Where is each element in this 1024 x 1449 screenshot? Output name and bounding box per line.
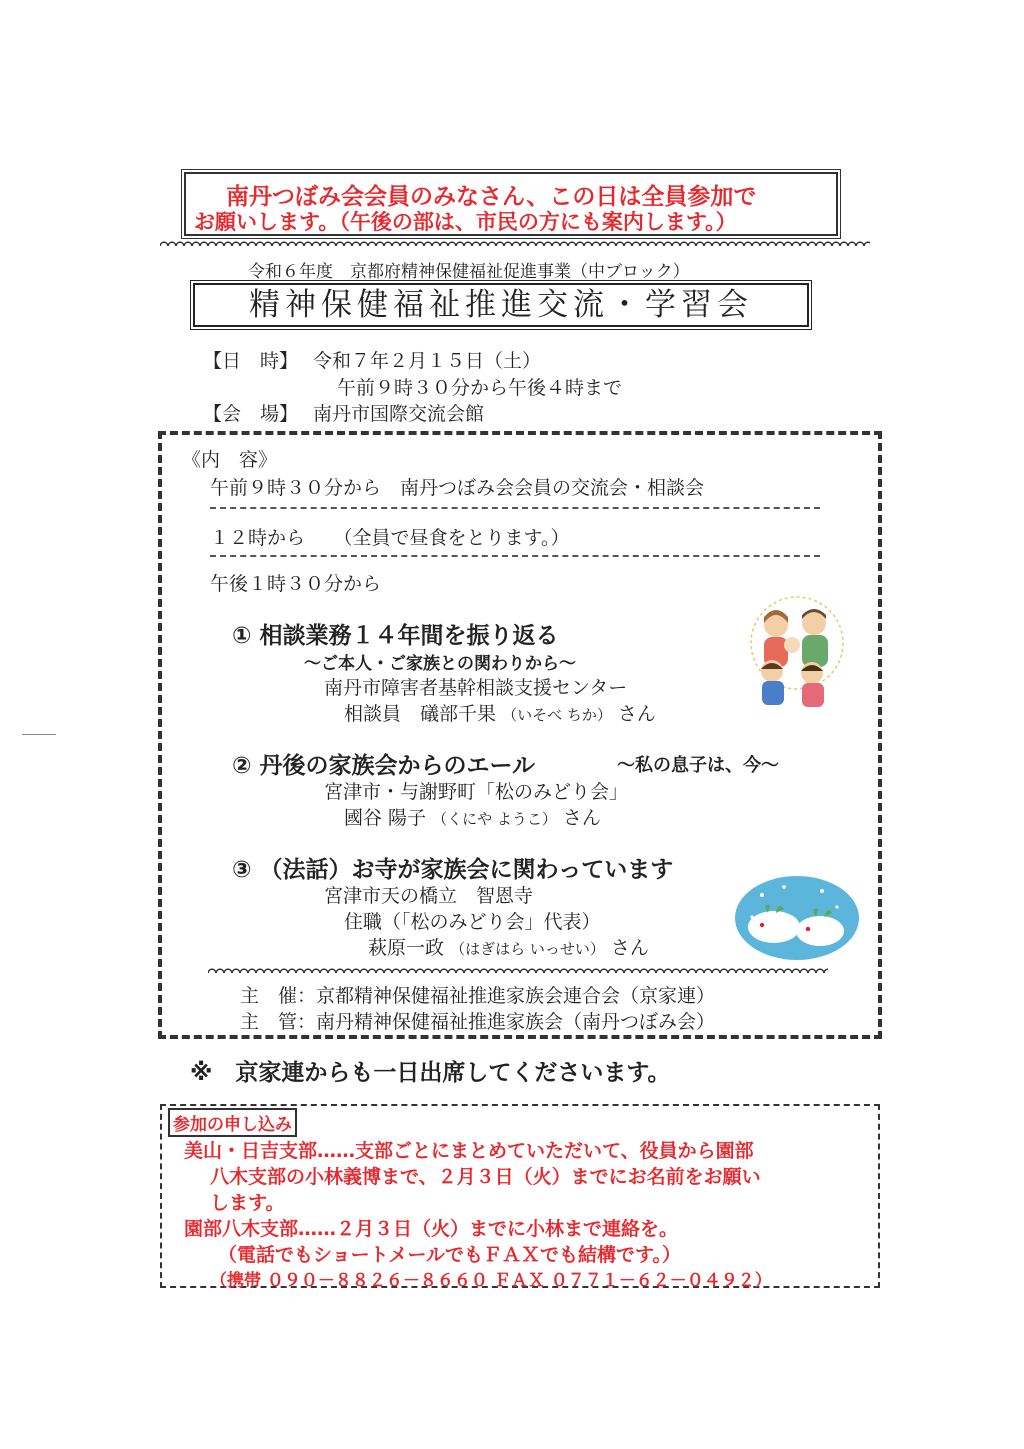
speaker-reading: （くにや ようこ） [432, 810, 557, 828]
application-box [160, 1104, 880, 1291]
dotted-divider [210, 507, 820, 509]
talk3-org: 宮津市天の橋立 智恩寺 [324, 885, 534, 907]
morning-session: 午前９時３０分から 南丹つぼみ会会員の交流会・相談会 [210, 477, 705, 499]
talk1-title: ① 相談業務１４年間を振り返る [232, 623, 559, 649]
dotted-divider [210, 555, 820, 557]
speaker-suffix: さん [610, 937, 649, 959]
family-illustration-icon [742, 595, 852, 715]
noon-session: １２時から （全員で昼食をとります。） [210, 527, 570, 549]
wavy-divider [160, 238, 870, 246]
notice-line1: 南丹つぼみ会会員のみなさん、この日は全員参加で [226, 184, 757, 210]
apply-line5: （電話でもショートメールでもＦＡＸでも結構です。） [218, 1244, 682, 1266]
notice-box [184, 172, 838, 236]
organizer: 主 管：南丹精神保健福祉推進家族会（南丹つぼみ会） [240, 1011, 716, 1033]
apply-line4: 園部八木支部……２月３日（火）までに小林まで連絡を。 [184, 1218, 679, 1240]
afternoon-session: 午後１時３０分から [210, 573, 382, 595]
talk3-speaker [368, 933, 649, 960]
apply-line2: 八木支部の小林義博まで、２月３日（火）までにお名前をお願い [210, 1166, 761, 1188]
talk2-title: ② 丹後の家族会からのエール [232, 753, 536, 779]
talk1-speaker [344, 699, 656, 726]
application-label: 参加の申し込み [168, 1108, 297, 1137]
speaker-reading: （はぎはら いっせい） [450, 940, 605, 958]
talk3-role: 住職（「松のみどり会」代表） [344, 911, 601, 933]
scan-mark [22, 734, 56, 735]
speaker-reading: （いそべ ちか） [502, 706, 612, 724]
notice-line2: お願いします。（午後の部は、市民の方にも案内します。） [194, 210, 737, 234]
speaker-name: 國谷 陽子 [344, 807, 427, 829]
talk1-org: 南丹市障害者基幹相談支援センター [324, 677, 628, 699]
date-value: 令和７年２月１５日（土） [313, 350, 542, 372]
date-label: 【日 時】 [203, 350, 299, 372]
talk2-org: 宮津市・与謝野町「松のみどり会」 [324, 781, 629, 803]
apply-contact: （携帯 ０９０－８８２６－８６６０ ＦＡＸ ０７７１－６２－０４９２） [210, 1271, 772, 1291]
event-title: 精神保健福祉推進交流・学習会 [193, 283, 809, 327]
speaker-suffix: さん [562, 807, 601, 829]
attendance-note: ※ 京家連からも一日出席してくださいます。 [190, 1060, 671, 1086]
talk1-subtitle: ～ご本人・ご家族との関わりから～ [304, 654, 576, 674]
apply-line3: します。 [210, 1192, 285, 1214]
talk2-speaker [344, 803, 601, 830]
event-subtitle: 令和６年度 京都府精神保健福祉促進事業（中ブロック） [248, 262, 690, 282]
snow-rabbit-illustration-icon [732, 873, 862, 963]
venue-label: 【会 場】 [203, 403, 299, 425]
speaker-name: 萩原一政 [368, 937, 445, 959]
host: 主 催：京都精神保健福祉推進家族会連合会（京家連） [240, 985, 716, 1007]
apply-line1: 美山・日吉支部……支部ごとにまとめていただいて、役員から園部 [184, 1140, 754, 1162]
venue-value: 南丹市国際交流会館 [313, 403, 485, 425]
talk2-subtitle: ～私の息子は、今～ [617, 755, 779, 776]
speaker-suffix: さん [617, 703, 656, 725]
talk3-title: ③ （法話）お寺が家族会に関わっています [232, 857, 674, 883]
speaker-name: 相談員 礒部千果 [344, 703, 497, 725]
program-heading: 《内 容》 [182, 449, 278, 471]
program-box [158, 431, 882, 1039]
time-value: 午前９時３０分から午後４時まで [337, 377, 623, 399]
wavy-divider [208, 965, 828, 973]
